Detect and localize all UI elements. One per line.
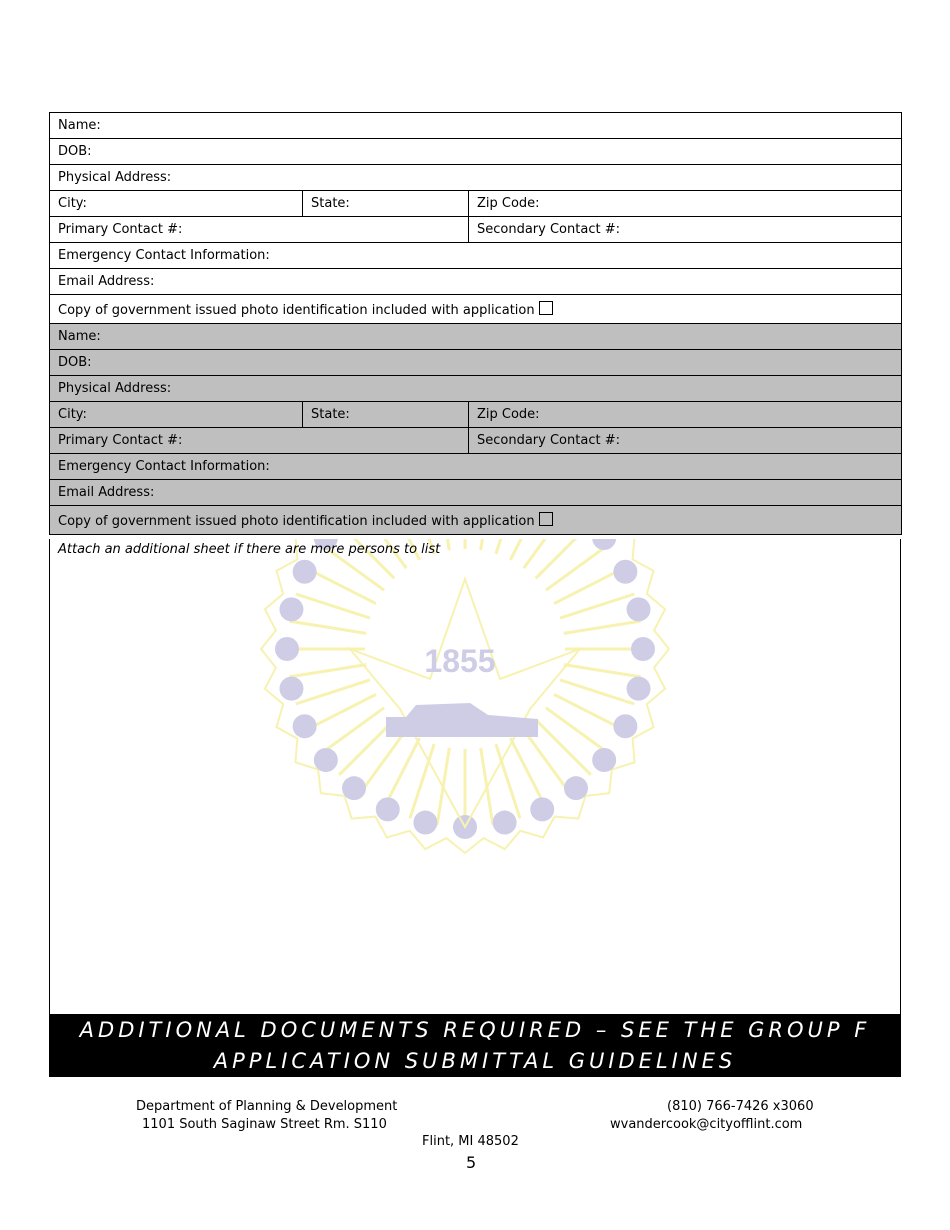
seal-dot [592,748,616,772]
banner-line-1: ADDITIONAL DOCUMENTS REQUIRED – SEE THE GROUP F [79,1018,871,1042]
seal-ray [510,738,545,807]
seal-ray [560,680,634,704]
p1-name-label: Name: [58,118,101,133]
p1-name-row [50,113,902,139]
seal-ray [496,744,520,818]
p2-state-field[interactable] [303,402,469,428]
p1-name-field[interactable] [50,113,902,139]
p1-secondary-contact-label: Secondary Contact #: [477,222,620,237]
p1-state-field[interactable] [303,191,469,217]
p2-email-field[interactable] [50,480,902,506]
seal-ray [536,720,591,775]
seal-car-icon [386,703,538,737]
p2-email-label: Email Address: [58,485,155,500]
seal-ray [296,680,370,704]
p1-dob-row [50,139,902,165]
p1-zip-field[interactable] [469,191,902,217]
p2-emergency-row [50,454,902,480]
footer-street: 1101 South Saginaw Street Rm. S110 [142,1117,387,1132]
seal-dot [279,597,303,621]
p2-email-row [50,480,902,506]
p1-id-field [50,295,902,324]
p1-email-label: Email Address: [58,274,155,289]
p1-zip-label: Zip Code: [477,196,540,211]
p1-city-label: City: [58,196,87,211]
seal-ray [289,665,366,677]
footer-city: Flint, MI 48502 [422,1134,519,1149]
seal-ray [524,539,570,568]
attach-note: Attach an additional sheet if there are more persons to list [58,542,441,557]
p1-emergency-field[interactable] [50,243,902,269]
seal-ray [321,708,384,754]
seal-ray [360,730,406,793]
p2-dob-label: DOB: [58,355,92,370]
seal-ray [306,694,375,729]
seal-ray [560,594,634,618]
p2-dob-row [50,350,902,376]
p2-zip-label: Zip Code: [477,407,540,422]
p2-contact-row [50,428,902,454]
seal-ray [296,594,370,618]
p1-city-row [50,191,902,217]
p1-id-row [50,295,902,324]
footer-department: Department of Planning & Development [136,1099,398,1114]
p1-dob-label: DOB: [58,144,92,159]
seal-dot [613,560,637,584]
p1-city-field[interactable] [50,191,303,217]
seal-dot [293,714,317,738]
p2-primary-contact-field[interactable] [50,428,469,454]
p2-dob-field[interactable] [50,350,902,376]
p2-id-row [50,506,902,535]
seal-ray [554,694,623,729]
p1-primary-contact-field[interactable] [50,217,469,243]
seal-dot [530,797,554,821]
p1-email-field[interactable] [50,269,902,295]
p2-address-field[interactable] [50,376,902,402]
p2-address-label: Physical Address: [58,381,172,396]
seal-ray [554,568,623,603]
seal-dot [279,677,303,701]
seal-dot [564,776,588,800]
p1-secondary-contact-field[interactable] [469,217,902,243]
p1-dob-field[interactable] [50,139,902,165]
seal-dot [342,776,366,800]
seal-ray [536,539,591,578]
p2-id-field [50,506,902,535]
p1-id-label: Copy of government issued photo identification included with application [58,302,535,318]
seal-year: 1855 [424,643,496,679]
seal-dot [275,637,299,661]
p1-state-label: State: [311,196,350,211]
p1-primary-contact-label: Primary Contact #: [58,222,183,237]
seal-dot [592,539,616,550]
additional-documents-banner [49,1014,901,1077]
p2-secondary-contact-field[interactable] [469,428,902,454]
seal-ray [524,730,570,793]
seal-dot [314,748,338,772]
additional-persons-area [49,539,901,1015]
seal-dot [631,637,655,661]
seal-ray [289,621,366,633]
p1-emergency-row [50,243,902,269]
p2-city-row [50,402,902,428]
seal-ray [510,539,545,560]
p2-secondary-contact-label: Secondary Contact #: [477,433,620,448]
p1-contact-row [50,217,902,243]
p2-name-row [50,324,902,350]
seal-ray [564,665,641,677]
seal-ray [410,744,434,818]
seal-ray [564,621,641,633]
p1-email-row [50,269,902,295]
p2-id-checkbox[interactable] [539,512,553,526]
p2-zip-field[interactable] [469,402,902,428]
p2-state-label: State: [311,407,350,422]
seal-dot [627,597,651,621]
p2-city-field[interactable] [50,402,303,428]
p2-emergency-label: Emergency Contact Information: [58,459,270,474]
p2-primary-contact-label: Primary Contact #: [58,433,183,448]
seal-rays [261,539,669,853]
seal-ray [306,568,375,603]
p1-address-label: Physical Address: [58,170,172,185]
page-number: 5 [466,1153,477,1172]
p2-name-label: Name: [58,329,101,344]
footer-phone: (810) 766-7426 x3060 [667,1099,814,1114]
p1-address-field[interactable] [50,165,902,191]
seal-dot [376,797,400,821]
p1-id-checkbox[interactable] [539,301,553,315]
footer-email[interactable]: wvandercook@cityofflint.com [610,1117,803,1132]
p1-address-row [50,165,902,191]
seal-dot [613,714,637,738]
seal-ray [546,708,609,754]
seal-dot [627,677,651,701]
banner-line-2: APPLICATION SUBMITTAL GUIDELINES [213,1049,737,1073]
seal-dot [413,811,437,835]
seal-ray [384,738,419,807]
p2-emergency-field[interactable] [50,454,902,480]
p2-address-row [50,376,902,402]
p2-id-label: Copy of government issued photo identification included with application [58,513,535,529]
p2-name-field[interactable] [50,324,902,350]
seal-ray [546,544,609,590]
seal-dot [493,811,517,835]
seal-ray [481,539,493,550]
p2-city-label: City: [58,407,87,422]
applicant-form-table [49,112,902,535]
seal-dot [293,560,317,584]
city-seal-watermark [50,539,900,1015]
p1-emergency-label: Emergency Contact Information: [58,248,270,263]
